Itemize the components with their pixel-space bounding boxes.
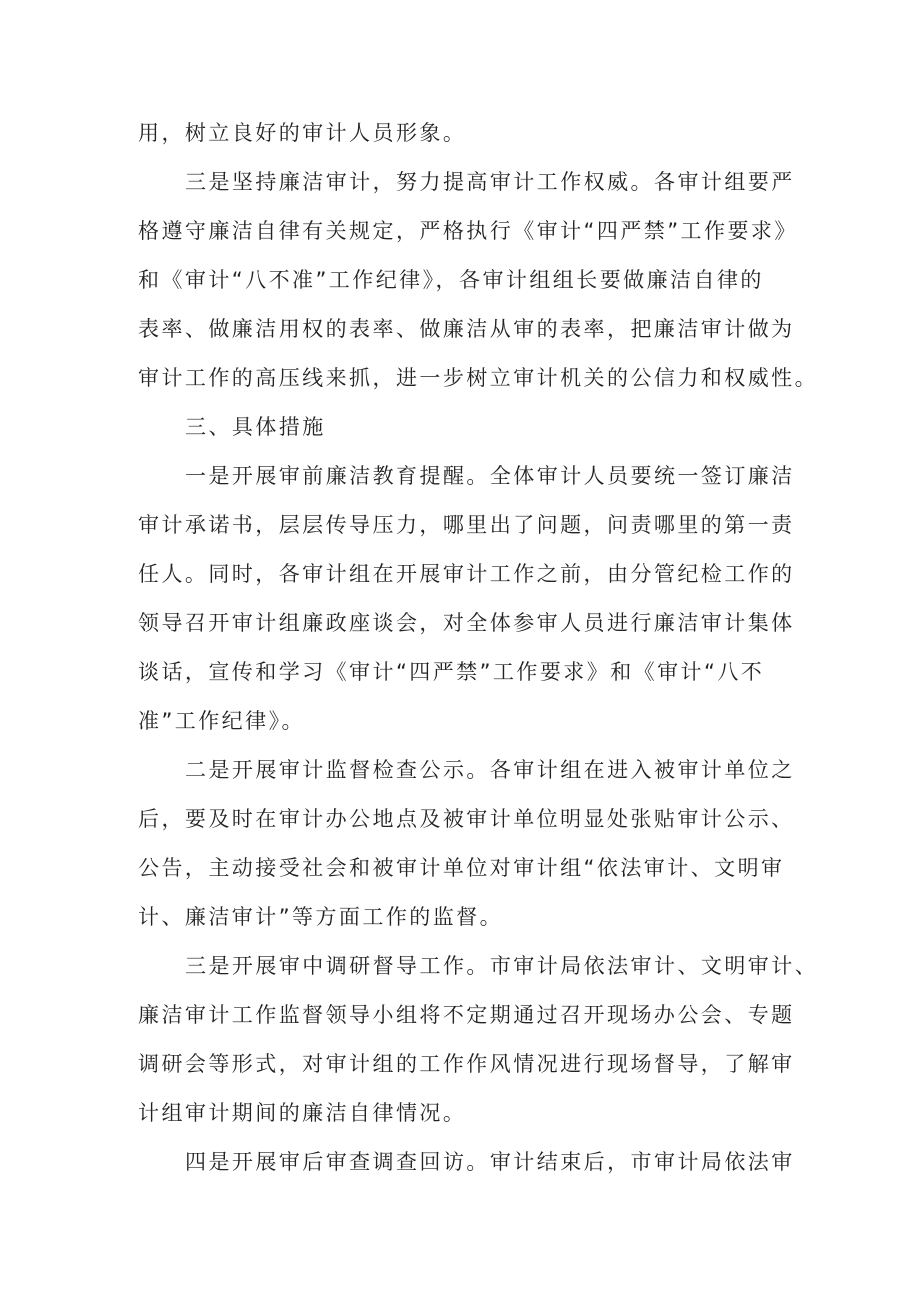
section-heading: 三、具体措施	[185, 415, 326, 439]
paragraph-start-line: 四是开展审后审查调查回访。审计结束后，市审计局依法审	[185, 1150, 795, 1174]
text-line: 审计承诺书，层层传导压力，哪里出了问题，问责哪里的第一责	[138, 513, 795, 537]
text-line: 格遵守廉洁自律有关规定，严格执行《审计“四严禁”工作要求》	[138, 219, 798, 243]
text-line: 计组审计期间的廉洁自律情况。	[138, 1101, 467, 1125]
text-line: 审计工作的高压线来抓，进一步树立审计机关的公信力和权威性。	[138, 366, 819, 390]
text-line: 用，树立良好的审计人员形象。	[138, 121, 467, 145]
text-line: 准”工作纪律》。	[138, 709, 305, 733]
text-line: 调研会等形式，对审计组的工作作风情况进行现场督导，了解审	[138, 1052, 795, 1076]
text-line: 和《审计“八不准”工作纪律》，各审计组组长要做廉洁自律的	[138, 268, 764, 292]
text-line: 领导召开审计组廉政座谈会，对全体参审人员进行廉洁审计集体	[138, 611, 795, 635]
text-line: 表率、做廉洁用权的表率、做廉洁从审的表率，把廉洁审计做为	[138, 317, 795, 341]
text-line: 任人。同时，各审计组在开展审计工作之前，由分管纪检工作的	[138, 562, 795, 586]
text-line: 后，要及时在审计办公地点及被审计单位明显处张贴审计公示、	[138, 807, 795, 831]
text-line: 公告，主动接受社会和被审计单位对审计组“依法审计、文明审	[138, 856, 785, 880]
paragraph-start-line: 三是坚持廉洁审计，努力提高审计工作权威。各审计组要严	[185, 170, 795, 194]
text-line: 廉洁审计工作监督领导小组将不定期通过召开现场办公会、专题	[138, 1003, 795, 1027]
text-line: 计、廉洁审计”等方面工作的监督。	[138, 905, 504, 929]
paragraph-start-line: 三是开展审中调研督导工作。市审计局依法审计、文明审计、	[185, 954, 819, 978]
paragraph-start-line: 二是开展审计监督检查公示。各审计组在进入被审计单位之	[185, 758, 795, 782]
paragraph-start-line: 一是开展审前廉洁教育提醒。全体审计人员要统一签订廉洁	[185, 464, 795, 488]
text-line: 谈话，宣传和学习《审计“四严禁”工作要求》和《审计“八不	[138, 660, 765, 684]
